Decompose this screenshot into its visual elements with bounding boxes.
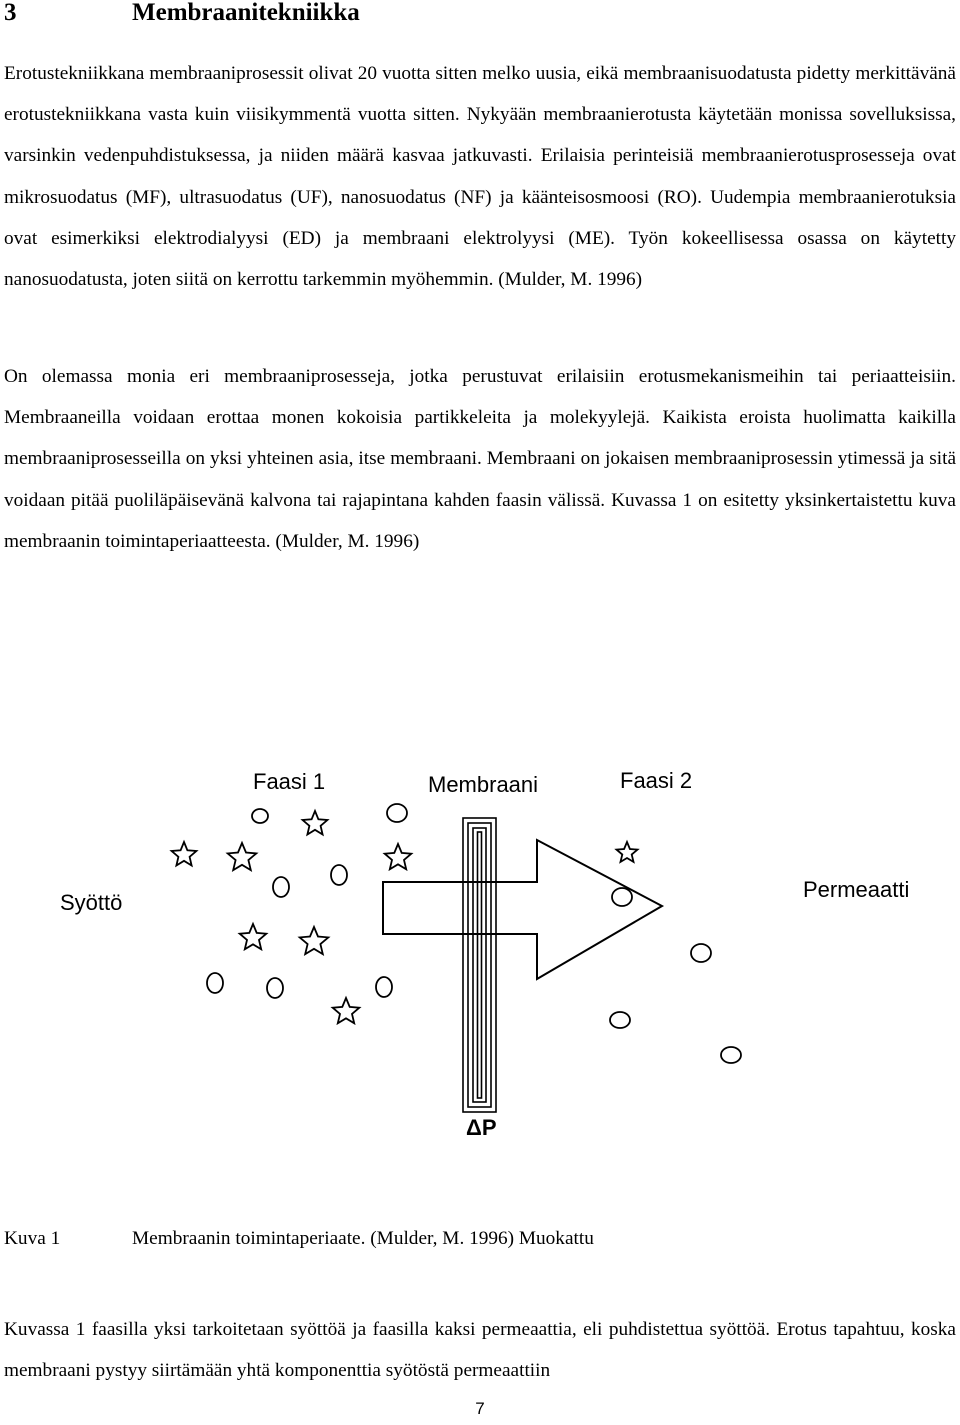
label-membrane: Membraani bbox=[428, 772, 539, 797]
circle-particle-icon bbox=[376, 977, 392, 997]
circle-particle-icon bbox=[252, 809, 268, 823]
star-particle-icon bbox=[303, 811, 328, 835]
circle-particle-icon bbox=[207, 973, 223, 993]
label-pressure: ΔP bbox=[466, 1115, 497, 1140]
circle-particle-icon bbox=[273, 877, 289, 897]
page-number: 7 bbox=[475, 1399, 485, 1418]
paragraph-membrane-processes: On olemassa monia eri membraaniprosesseja, jotka perustuvat erilaisiin erotusmekanismeihin tai periaatteisiin. Membraaneilla voidaan erottaa monen kokoisia partikkeleita ja molekyylejä. Kaikista eroista huolimatta kaikilla membraaniprosesseilla on yksi yhteinen asia, itse membraani. Membraani on jokaisen membraaniprosessin ytimessä ja sitä voidaan pitää puoliläpäisevänä kalvona tai rajapintana kahden faasin välissä. Kuvassa 1 on esitetty yksinkertaistettu kuva membraanin toimintaperiaatteesta. (Mulder, M. 1996) bbox=[4, 366, 956, 552]
star-particle-icon bbox=[385, 844, 412, 869]
circle-particle-icon bbox=[331, 865, 347, 885]
section-number: 3 bbox=[4, 0, 17, 26]
section-title: Membraanitekniikka bbox=[132, 0, 360, 26]
circle-particle-icon bbox=[387, 804, 407, 822]
label-feed: Syöttö bbox=[60, 890, 123, 915]
membrane-icon bbox=[463, 818, 496, 1112]
circle-particle-icon bbox=[610, 1012, 630, 1028]
star-particle-icon bbox=[240, 924, 267, 949]
section-heading bbox=[4, 0, 360, 30]
circle-particle-icon bbox=[721, 1047, 741, 1063]
star-particles bbox=[172, 811, 638, 1023]
caption-label: Kuva 1 bbox=[4, 1228, 61, 1249]
label-permeate: Permeaatti bbox=[803, 877, 910, 902]
circle-particle-icon bbox=[691, 944, 711, 962]
membrane-figure bbox=[0, 740, 960, 1150]
star-particle-icon bbox=[172, 842, 197, 866]
label-phase-1: Faasi 1 bbox=[253, 769, 326, 794]
circle-particle-icon bbox=[267, 978, 283, 998]
figure-caption bbox=[4, 1218, 594, 1259]
star-particle-icon bbox=[617, 842, 638, 862]
star-particle-icon bbox=[228, 843, 257, 870]
paragraph-explanation: Kuvassa 1 faasilla yksi tarkoitetaan syöttöä ja faasilla kaksi permeaattia, eli puhdistettua syöttöä. Erotus tapahtuu, koska membraani pystyy siirtämään yhtä komponenttia syötöstä permeaattiin bbox=[4, 1319, 956, 1382]
star-particle-icon bbox=[300, 927, 329, 954]
circle-particle-icon bbox=[612, 888, 632, 906]
label-phase-2: Faasi 2 bbox=[620, 768, 693, 793]
paragraph-intro: Erotustekniikkana membraaniprosessit olivat 20 vuotta sitten melko uusia, eikä membraanisuodatusta pidetty merkittävänä erotustekniikkana vasta kuin viisikymmentä vuotta sitten. Nykyään membraanierotusta käytetään monissa sovelluksissa, varsinkin vedenpuhdistuksessa, ja niiden määrä kasvaa jatkuvasti. Erilaisia perinteisiä membraanierotusprosesseja ovat mikrosuodatus (MF), ultrasuodatus (UF), nanosuodatus (NF) ja käänteisosmoosi (RO). Uudempia membraanierotuksia ovat esimerkiksi elektrodialyysi (ED) ja membraani elektrolyysi (ME). Työn kokeellisessa osassa on käytetty nanosuodatusta, joten siitä on kerrottu tarkemmin myöhemmin. (Mulder, M. 1996) bbox=[4, 63, 956, 291]
star-particle-icon bbox=[333, 998, 360, 1023]
caption-text: Membraanin toimintaperiaate. (Mulder, M. 1996) Muokattu bbox=[132, 1228, 594, 1249]
